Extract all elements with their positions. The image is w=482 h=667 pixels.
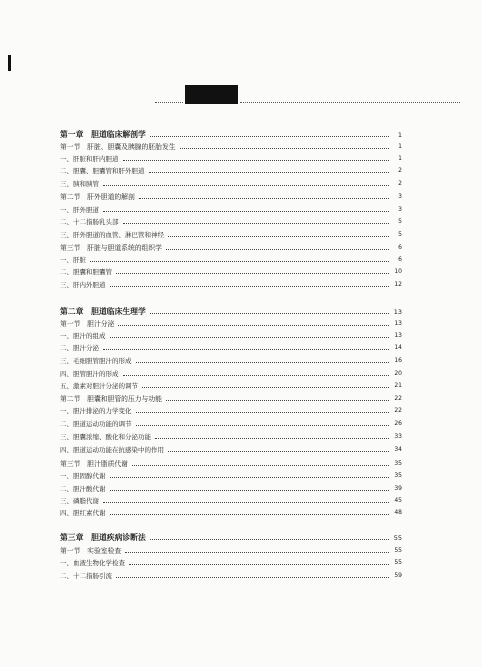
toc-entry bbox=[60, 167, 402, 175]
dot-leader bbox=[150, 539, 389, 540]
toc-entry bbox=[60, 446, 402, 454]
toc-page-number: 26 bbox=[394, 420, 402, 427]
toc-page-number: 13 bbox=[394, 320, 402, 327]
toc-chapter bbox=[60, 534, 402, 542]
toc-page-number: 5 bbox=[398, 231, 402, 238]
toc-entry-title: 二、十二指肠引流 bbox=[60, 572, 112, 580]
dot-leader bbox=[139, 198, 389, 199]
toc-entry bbox=[60, 420, 402, 428]
toc-page-number: 39 bbox=[394, 485, 402, 492]
toc-page-number: 13 bbox=[394, 332, 402, 339]
toc-entry-title: 二、胆囊、胆囊管和肝外胆道 bbox=[60, 167, 145, 175]
toc-page-number: 16 bbox=[394, 357, 402, 364]
dot-leader bbox=[123, 223, 390, 224]
toc-page-number: 1 bbox=[397, 131, 402, 139]
toc-entry-title: 第一节 胆汁分泌 bbox=[60, 320, 115, 328]
toc-section bbox=[60, 320, 402, 328]
toc-entry-title: 一、胆汁排泌的力学变化 bbox=[60, 407, 132, 415]
dot-leader bbox=[166, 400, 389, 401]
toc-entry-title: 第一章 胆道临床解剖学 bbox=[60, 130, 146, 139]
toc-entry-title: 三、肝外胆道的血管、淋巴管和神经 bbox=[60, 231, 164, 239]
dot-leader bbox=[132, 465, 389, 466]
toc-entry-title: 二、十二指肠乳头部 bbox=[60, 218, 119, 226]
toc-entry-title: 第二节 胆囊和胆管的压力与功能 bbox=[60, 395, 162, 403]
header-rule-left bbox=[155, 102, 183, 103]
toc-entry-title: 二、胆汁分泌 bbox=[60, 344, 99, 352]
dot-leader bbox=[149, 172, 390, 173]
toc-entry bbox=[60, 180, 402, 188]
toc-page-number: 6 bbox=[398, 256, 402, 263]
toc-entry bbox=[60, 433, 402, 441]
toc-page-number: 1 bbox=[398, 143, 402, 150]
dot-leader bbox=[150, 313, 389, 314]
toc-page-number: 10 bbox=[394, 268, 402, 275]
toc-page-number: 21 bbox=[394, 382, 402, 389]
dot-leader bbox=[110, 514, 390, 515]
dot-leader bbox=[103, 349, 389, 350]
toc-entry bbox=[60, 382, 402, 390]
dot-leader bbox=[110, 286, 390, 287]
dot-leader bbox=[110, 490, 390, 491]
dot-leader bbox=[116, 273, 389, 274]
toc-entry bbox=[60, 344, 402, 352]
dot-leader bbox=[116, 577, 389, 578]
toc-page-number: 3 bbox=[398, 193, 402, 200]
toc-entry bbox=[60, 231, 402, 239]
dot-leader bbox=[136, 412, 390, 413]
toc-entry-title: 四、胆红素代谢 bbox=[60, 509, 106, 517]
toc-page-number: 45 bbox=[394, 497, 402, 504]
toc-section bbox=[60, 395, 402, 403]
toc-section bbox=[60, 244, 402, 252]
dot-leader bbox=[103, 185, 389, 186]
toc-entry-title: 三、毛细胆管胆汁的形成 bbox=[60, 357, 132, 365]
toc-page-number: 35 bbox=[394, 472, 402, 479]
toc-entry-title: 第三章 胆道疾病诊断法 bbox=[60, 533, 146, 542]
toc-entry bbox=[60, 509, 402, 517]
toc-entry bbox=[60, 485, 402, 493]
toc-entry bbox=[60, 559, 402, 567]
toc-entry-title: 四、胆管胆汁的形成 bbox=[60, 370, 119, 378]
toc-entry-title: 第三节 胆汁脂质代谢 bbox=[60, 460, 128, 468]
toc-chapter bbox=[60, 308, 402, 316]
toc-page-number: 55 bbox=[394, 547, 402, 554]
dot-leader bbox=[168, 236, 389, 237]
toc-entry-title: 四、胆道运动功能在抗感染中的作用 bbox=[60, 446, 164, 454]
toc-entry bbox=[60, 206, 402, 214]
toc-entry-title: 二、胆汁酸代谢 bbox=[60, 485, 106, 493]
toc-entry bbox=[60, 572, 402, 580]
toc-page-number: 59 bbox=[394, 572, 402, 579]
toc-entry bbox=[60, 256, 402, 264]
dot-leader bbox=[155, 438, 389, 439]
toc-entry-title: 一、胆固醇代谢 bbox=[60, 472, 106, 480]
toc-section bbox=[60, 193, 402, 201]
toc-entry bbox=[60, 370, 402, 378]
dot-leader bbox=[129, 564, 389, 565]
toc-page-number: 1 bbox=[398, 155, 402, 162]
header-rule-right bbox=[240, 102, 460, 103]
toc-page-number: 3 bbox=[398, 206, 402, 213]
toc-entry-title: 第二章 胆道临床生理学 bbox=[60, 307, 146, 316]
toc-entry-title: 第三节 肝脏与胆道系统的组织学 bbox=[60, 244, 162, 252]
toc-page-number: 6 bbox=[398, 244, 402, 251]
toc-page-number: 2 bbox=[398, 180, 402, 187]
toc-entry bbox=[60, 268, 402, 276]
toc-entry-title: 三、胰和胰管 bbox=[60, 180, 99, 188]
toc-page-number: 35 bbox=[394, 460, 402, 467]
dot-leader bbox=[90, 261, 389, 262]
toc-entry-title: 三、磷脂代谢 bbox=[60, 497, 99, 505]
toc-section bbox=[60, 547, 402, 555]
toc-page-number: 55 bbox=[394, 559, 402, 566]
toc-entry-title: 三、胆囊浓缩、酸化和分泌功能 bbox=[60, 433, 151, 441]
toc-entry-title: 二、胆囊和胆囊管 bbox=[60, 268, 112, 276]
toc-page-number: 33 bbox=[394, 433, 402, 440]
toc-entry bbox=[60, 407, 402, 415]
toc-entry-title: 二、胆道运动功能的调节 bbox=[60, 420, 132, 428]
dot-leader bbox=[110, 477, 390, 478]
toc-entry-title: 第一节 实验室检查 bbox=[60, 547, 122, 555]
toc-page-number: 5 bbox=[398, 218, 402, 225]
dot-leader bbox=[103, 502, 389, 503]
toc-page-number: 22 bbox=[394, 395, 402, 402]
dot-leader bbox=[136, 362, 390, 363]
dot-leader bbox=[103, 211, 389, 212]
dot-leader bbox=[118, 325, 389, 326]
toc-entry bbox=[60, 155, 402, 163]
toc-entry bbox=[60, 497, 402, 505]
dot-leader bbox=[142, 387, 389, 388]
toc-page-number: 2 bbox=[398, 167, 402, 174]
dot-leader bbox=[180, 148, 389, 149]
toc-page-number: 55 bbox=[393, 534, 402, 542]
dot-leader bbox=[123, 375, 390, 376]
toc-entry-title: 一、血液生物化学检查 bbox=[60, 559, 125, 567]
toc-chapter bbox=[60, 131, 402, 139]
toc-section bbox=[60, 460, 402, 468]
dot-leader bbox=[136, 425, 390, 426]
dot-leader bbox=[168, 451, 389, 452]
toc-page-number: 34 bbox=[394, 446, 402, 453]
toc-entry-title: 三、肝内外胆道 bbox=[60, 281, 106, 289]
dot-leader bbox=[166, 249, 389, 250]
scan-mark bbox=[8, 55, 11, 71]
header-block bbox=[185, 85, 238, 104]
toc-entry-title: 第二节 肝外胆道的解剖 bbox=[60, 193, 135, 201]
toc-page-number: 20 bbox=[394, 370, 402, 377]
toc-entry bbox=[60, 281, 402, 289]
dot-leader bbox=[110, 337, 390, 338]
toc-entry bbox=[60, 218, 402, 226]
dot-leader bbox=[123, 160, 390, 161]
toc-page-number: 22 bbox=[394, 407, 402, 414]
toc-page-number: 12 bbox=[394, 281, 402, 288]
dot-leader bbox=[125, 552, 389, 553]
toc-entry-title: 一、肝外胆道 bbox=[60, 206, 99, 214]
toc-entry-title: 第一节 肝脏、胆囊及胰腺的胚胎发生 bbox=[60, 143, 176, 151]
toc-entry-title: 一、胆汁的组成 bbox=[60, 332, 106, 340]
toc-page-number: 13 bbox=[393, 308, 402, 316]
toc-page-number: 14 bbox=[394, 344, 402, 351]
dot-leader bbox=[150, 136, 389, 137]
toc-entry-title: 五、激素对胆汁分泌的调节 bbox=[60, 382, 138, 390]
toc-entry bbox=[60, 472, 402, 480]
toc-page-number: 48 bbox=[394, 509, 402, 516]
toc-entry-title: 一、肝脏和肝内胆道 bbox=[60, 155, 119, 163]
toc-entry bbox=[60, 332, 402, 340]
toc-entry-title: 一、肝脏 bbox=[60, 256, 86, 264]
toc-section bbox=[60, 143, 402, 151]
toc-entry bbox=[60, 357, 402, 365]
